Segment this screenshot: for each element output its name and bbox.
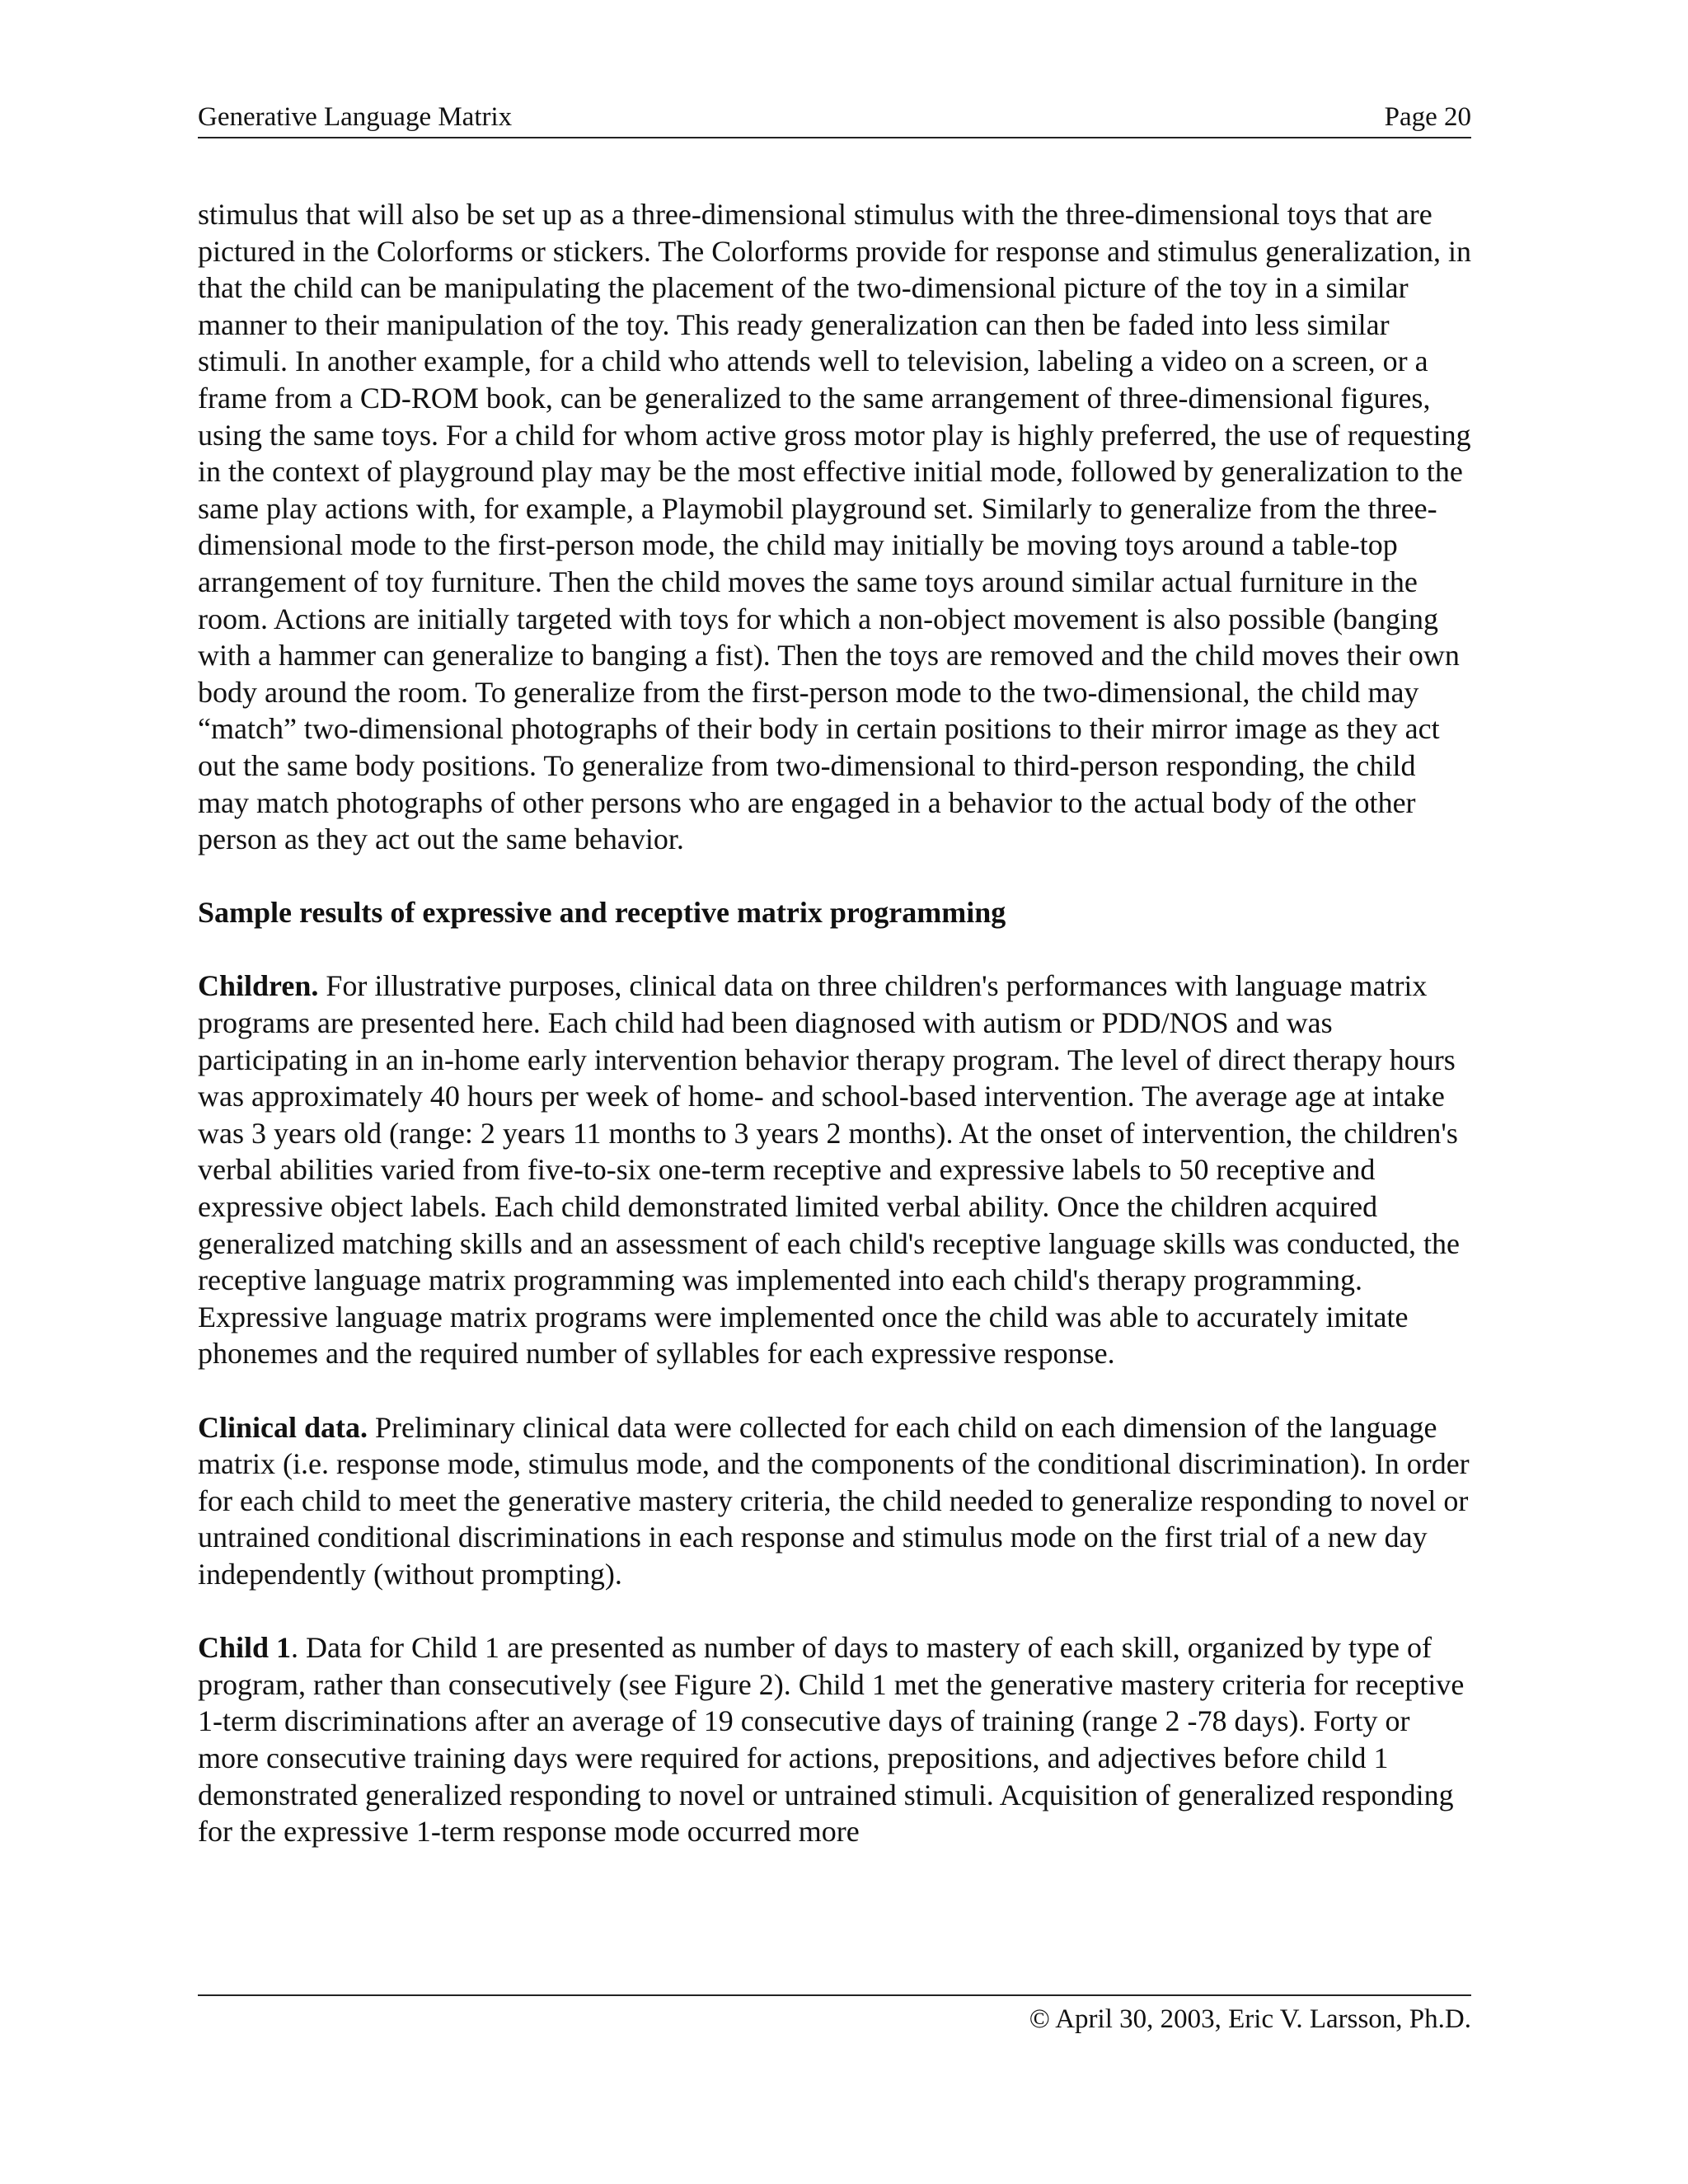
paragraph-child-1 [198,1629,1471,1850]
document-title: Generative Language Matrix [198,102,513,132]
paragraph-children [198,968,1471,1372]
section-heading-text: Sample results of expressive and receptive matrix programming [198,896,1006,930]
copyright-notice: © April 30, 2003, Eric V. Larsson, Ph.D. [1029,2004,1471,2034]
paragraph-continuation [198,196,1471,858]
page-header [198,97,1471,138]
paragraph-lead: Child 1 [198,1631,292,1665]
paragraph-text: . Data for Child 1 are presented as number of days to mastery of each skill, organized by type of program, rather than consecutively (see Figure 2). Child 1 met the generative mastery criteria for receptive 1-term discriminations after an average of 19 consecutive days of training (range 2 -78 days). Forty or more consecutive training days were required for actions, prepositions, and adjectives before child 1 demonstrated generalized responding to novel or untrained stimuli. Acquisition of generalized responding for the expressive 1-term response mode occurred more [198,1631,1465,1849]
paragraph-lead: Clinical data. [198,1410,368,1444]
section-heading [198,894,1471,931]
page-footer [198,1994,1471,2039]
paragraph-text: stimulus that will also be set up as a three-dimensional stimulus with the three-dimensional toys that are pictured in the Colorforms or stickers. The Colorforms provide for response and stimulus generalization, in that the child can be manipulating the placement of the two-dimensional picture of the toy in a similar manner to their manipulation of the toy. This ready generalization can then be faded into less similar stimuli. In another example, for a child who attends well to television, labeling a video on a screen, or a frame from a CD-ROM book, can be generalized to the same arrangement of three-dimensional figures, using the same toys. For a child for whom active gross motor play is highly preferred, the use of requesting in the context of playground play may be the most effective initial mode, followed by generalization to the same play actions with, for example, a Playmobil playground set. Similarly to generalize from the three-dimensional mode to the first-person mode, the child may initially be moving toys around a table-top arrangement of toy furniture. Then the child moves the same toys around similar actual furniture in the room. Actions are initially targeted with toys for which a non-object movement is also possible (banging with a hammer can generalize to banging a fist). Then the toys are removed and the child moves their own body around the room. To generalize from the first-person mode to the two-dimensional, the child may “match” two-dimensional photographs of their body in certain positions to their mirror image as they act out the same body positions. To generalize from two-dimensional to third-person responding, the child may match photographs of other persons who are engaged in a behavior to the actual body of the other person as they act out the same behavior. [198,198,1471,856]
page-number: Page 20 [1384,102,1471,132]
paragraph-text: For illustrative purposes, clinical data on three children's performances with language matrix programs are presented here. Each child had been diagnosed with autism or PDD/NOS and was participating in an in-home early intervention behavior therapy program. The level of direct therapy hours was approximately 40 hours per week of home- and school-based intervention. The average age at intake was 3 years old (range: 2 years 11 months to 3 years 2 months). At the onset of intervention, the children's verbal abilities varied from five-to-six one-term receptive and expressive labels to 50 receptive and expressive object labels. Each child demonstrated limited verbal ability. Once the children acquired generalized matching skills and an assessment of each child's receptive language skills was conducted, the receptive language matrix programming was implemented into each child's therapy programming. Expressive language matrix programs were implemented once the child was able to accurately imitate phonemes and the required number of syllables for each expressive response. [198,969,1460,1371]
paragraph-lead: Children. [198,969,319,1003]
paragraph-clinical-data [198,1409,1471,1593]
body-text [198,196,1471,1886]
paragraph-text: Preliminary clinical data were collected for each child on each dimension of the language matrix (i.e. response mode, stimulus mode, and the components of the conditional discrimination). In order for each child to meet the generative mastery criteria, the child needed to generalize responding to novel or untrained conditional discriminations in each response and stimulus mode on the first trial of a new day independently (without prompting). [198,1410,1470,1591]
